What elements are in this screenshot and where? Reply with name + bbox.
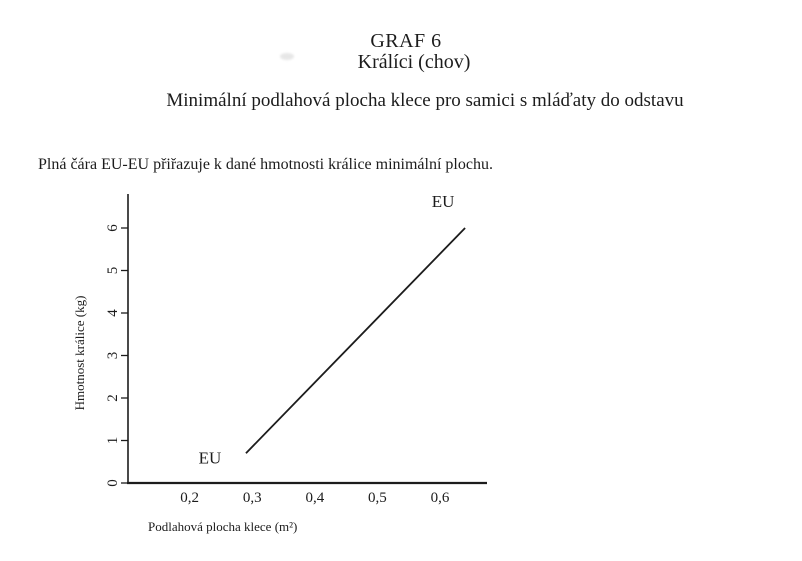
x-tick-label: 0,4 (305, 490, 325, 506)
y-tick-label: 2 (105, 394, 121, 402)
chart-main-title: Minimální podlahová plocha klece pro samici s mláďaty do odstavu (166, 90, 684, 111)
y-tick-label: 3 (105, 351, 121, 360)
x-tick-label: 0,2 (180, 490, 199, 506)
category-heading: Králíci (chov) (357, 51, 471, 73)
graf-number-heading: GRAF 6 (370, 30, 442, 52)
chart-note: Plná čára EU-EU přiřazuje k dané hmotnosti králice minimální plochu. (38, 156, 493, 173)
y-tick-label: 4 (105, 309, 121, 317)
x-tick-label: 0,3 (242, 490, 262, 506)
x-tick-label: 0,5 (368, 490, 387, 506)
x-tick-label: 0,6 (430, 490, 450, 506)
y-tick-label: 0 (105, 479, 121, 487)
y-axis-label: Hmotnost králice (kg) (72, 295, 87, 411)
eu-label-start: EU (198, 448, 222, 468)
eu-line (246, 228, 465, 453)
y-tick-label: 1 (105, 436, 121, 445)
x-axis-label: Podlahová plocha klece (m²) (148, 519, 298, 534)
y-tick-label: 6 (105, 224, 121, 232)
y-tick-label: 5 (105, 266, 121, 275)
eu-label-end: EU (431, 192, 455, 211)
